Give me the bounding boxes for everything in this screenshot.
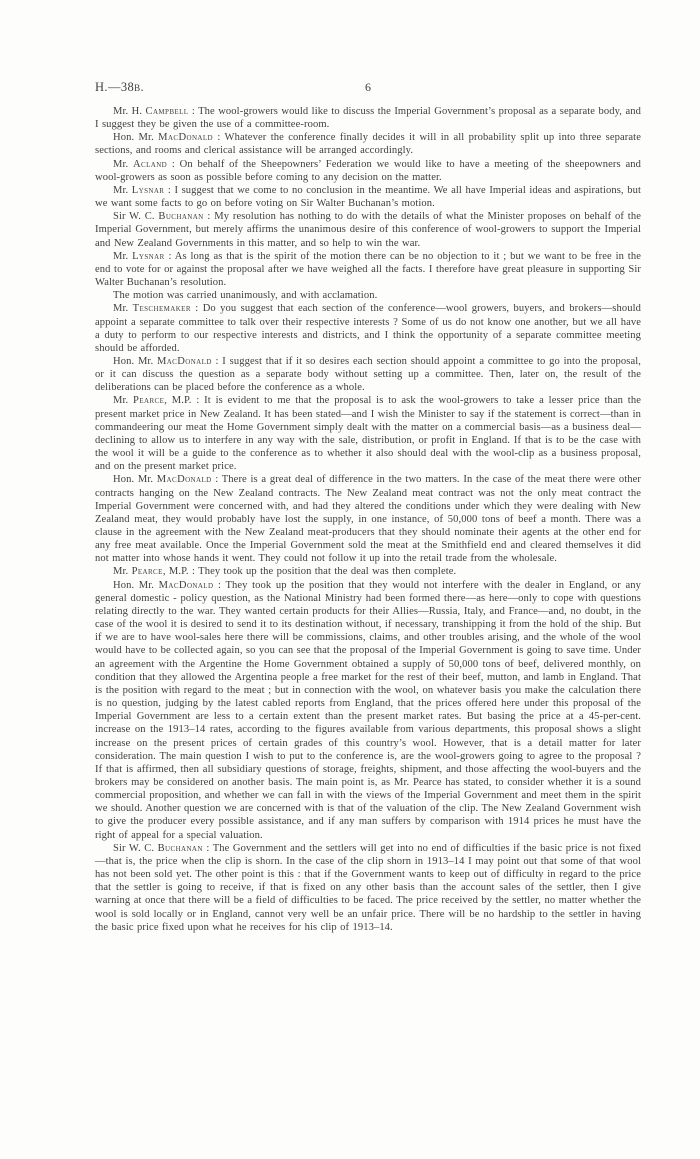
speaker-name: Buchanan [157, 842, 203, 854]
speaker-prefix: Mr. [113, 566, 132, 578]
speech-text: : The Government and the settlers will get into no end of difficulties if the basic price is not fixed—that is, the price when the clip is shorn. In the case of the clip shorn in 1913–14 I may point out that some of that wool has not been sold yet. The other point is this : that if the Government wants to keep out of difficulty in regard to the price that the settler is going to receive, if that is fixed on any other basis than the account sales of the settler, then I give warning at once that there will be a field of difficulties to be faced. The price received by the settler, no matter whether the wool is sold locally or in England, cannot very well be an unfair price. There will be no hardship to the settler in having the basic price fixed upon what he receives for his clip of 1913–14. [95, 842, 641, 933]
speaker-name: Lysnar [131, 184, 165, 196]
speech-text: : It is evident to me that the proposal is to ask the wool-growers to take a lesser price than the present market price in New Zealand. It has been stated—and I wish the Minister to say if the statement is correct—than in commandeering our meat the Home Government simply dealt with the matter on a commercial basis—as a business deal—declining to allow us to interfere in any way with the sale, distribution, or profit in England. If that is to be the case with the wool it will be a guide to the conference as to whether it also should deal with the wool-clip as a business proposal, and on the present market price. [95, 395, 641, 473]
speech-paragraph [95, 355, 641, 394]
speaker-name: Pearce [131, 566, 163, 578]
speaker-name: Teschemaker [132, 303, 191, 315]
speech-text: : The wool-growers would like to discuss the Imperial Government’s proposal as a separate body, and I suggest they be given the use of a committee-room. [95, 106, 641, 131]
page-header [95, 80, 641, 96]
speaker-name: MacDonald [156, 474, 212, 486]
speech-text: : Do you suggest that each section of the conference—wool growers, buyers, and brokers—should appoint a separate committee to talk over their respective interests ? Some of us do not know one another, but we all have a duty to perform to our respective interests and districts, and I think the opportunity of a separate committee meeting should be afforded. [95, 303, 641, 354]
speech-paragraph [95, 565, 641, 578]
page-number: 6 [365, 80, 371, 94]
speaker-prefix: Hon. Mr. [113, 474, 157, 486]
speech-paragraph [95, 473, 641, 565]
speaker-prefix: Hon. Mr. [113, 132, 159, 144]
procedural-note-paragraph [95, 289, 641, 302]
document-reference [95, 80, 144, 95]
speech-text: : On behalf of the Sheepowners’ Federation we would like to have a meeting of the sheepowners and wool-growers as soon as possible before coming to any decision on the matter. [95, 158, 642, 183]
speaker-prefix: Mr. [113, 395, 134, 407]
speaker-name: Lysnar [132, 250, 165, 262]
speech-text: : Whatever the conference finally decides it will in all probability split up into three separate sections, and rooms and clerical assistance will be arranged accordingly. [95, 132, 641, 157]
speech-text: : I suggest that if it so desires each section should appoint a committee to go into the proposal, or it can discuss the question as a separate body without setting up a committee. Then, later on, the result of the deliberations can be placed before the conference as a whole. [95, 355, 642, 394]
speech-paragraph [95, 210, 641, 249]
speaker-prefix: Sir W. C. [113, 211, 159, 223]
speaker-name: MacDonald [156, 355, 212, 367]
speech-text: : I suggest that we come to no conclusion in the meantime. We all have Imperial ideas and aspirations, but we want some facts to go on before voting on Sir Walter Buchanan’s motion. [95, 184, 641, 210]
speaker-name: Campbell [145, 106, 189, 117]
speaker-name: Pearce [133, 395, 165, 407]
speaker-prefix: Hon. Mr. [113, 579, 159, 591]
speech-text: The motion was carried unanimously, and with acclamation. [113, 290, 378, 302]
transcript-body [95, 105, 641, 934]
speech-paragraph [95, 184, 641, 210]
speech-paragraph [95, 131, 641, 157]
document-reference-main: H.—38 [95, 80, 135, 94]
document-reference-suffix: b. [134, 80, 145, 94]
speaker-prefix: Mr. H. [113, 106, 146, 117]
speech-paragraph [95, 250, 641, 289]
speaker-prefix: Mr. [113, 303, 133, 315]
speaker-name: Acland [133, 158, 168, 170]
speech-paragraph [95, 158, 641, 184]
speaker-name: Buchanan [158, 211, 204, 223]
speaker-prefix: Mr. [113, 250, 133, 262]
speaker-prefix: Mr. [113, 158, 133, 170]
speech-text: : There is a great deal of difference in the two matters. In the case of the meat there were other contracts hanging on the New Zealand contracts. The New Zealand meat contract was not the only meat contract the Imperial Government were concerned with, and had they altered the conditions under which they were dealing with New Zealand meat, they would probably have lost the supply, in one instance, of 50,000 tons of beef a month. There was a clause in the agreement with the New Zealand meat-producers that they should nominate their agents at the other end for any free meat available. Once the Imperial Government sold the meat at the Smithfield end and cleared themselves it did not matter into whose hands it went. They could not follow it up into the retail trade from the wholesale. [95, 474, 641, 565]
speaker-prefix: Mr. [113, 184, 132, 196]
speech-text: : As long as that is the spirit of the motion there can be no objection to it ; but we want to be free in the end to vote for or against the proposal after we have weighed all the facts. I therefore have great pleasure in supporting Sir Walter Buchanan’s resolution. [95, 250, 641, 289]
speech-paragraph [95, 394, 641, 473]
speaker-prefix: Sir W. C. [113, 842, 158, 854]
speaker-prefix: Hon. Mr. [113, 355, 157, 367]
speech-paragraph [95, 842, 641, 934]
speech-text: : They took up the position that the deal was then complete. [188, 566, 457, 578]
speaker-honorific-suffix: , M.P. [164, 395, 192, 407]
speech-paragraph [95, 105, 641, 131]
speech-paragraph [95, 302, 641, 355]
speaker-honorific-suffix: , M.P. [162, 566, 189, 578]
speaker-name: MacDonald [158, 132, 213, 144]
speech-text: : They took up the position that they would not interfere with the dealer in England, or any general domestic - policy question, as the National Ministry had been formed there—as here—only to cope with questions relating directly to the war. They wanted certain products for their Allies—Russia, Italy, and France—and, no doubt, in the case of the wool it is desired to send it to its destination without, if necessary, transhipping it from the hold of the ship. But if we are to have wool-sales here there will be commissions, claims, and other troubles arising, and the whole of the wool would have to be collected again, so you can see that the proposal of the Imperial Government is going to save time. Under an agreement with the Argentine the Home Government obtained a supply of 50,000 tons of beef, delivered monthly, on condition that they allowed the Argentina people a free market for the rest of their beef, mutton, and lamb in England. That is the position with regard to the meat ; but in connection with the wool, on whatever basis you make the calculation there is no question, judging by the latest cabled reports from England, that the prices offered here under this proposal of the Imperial Government are less to a certain extent than the present market rates. But basing the price at a 45-per-cent. increase on the 1913–14 rates, according to the figures available from various departments, this proposal shows a slight increase on the present prices of certain grades of this country’s wool. However, that is a detail matter for later consideration. The main question I wish to put to the conference is, are the wool-growers going to agree to the proposal ? If that is affirmed, then all subsidiary questions of storage, freights, shipment, and those affecting the wool-buyers and the brokers may be considered on another basis. The main point is, as Mr. Pearce has stated, to consider whether it is a sound commercial proposition, and whether we can fall in with the views of the Imperial Government and meet them in the spirit we should. Another question we are concerned with is that of the valuation of the clip. The New Zealand Government wish to give the producer every possible assistance, and if any man suffers by comparison with 1914 prices he must have the right of appeal for a special valuation. [95, 579, 641, 841]
speaker-name: MacDonald [158, 579, 214, 591]
speech-text: : My resolution has nothing to do with the details of what the Minister proposes on behalf of the Imperial Government, but merely affirms the unanimous desire of this conference of wool-growers to support the Imperial and New Zealand Governments in this matter, and so help to win the war. [95, 211, 641, 249]
speech-paragraph [95, 579, 641, 842]
